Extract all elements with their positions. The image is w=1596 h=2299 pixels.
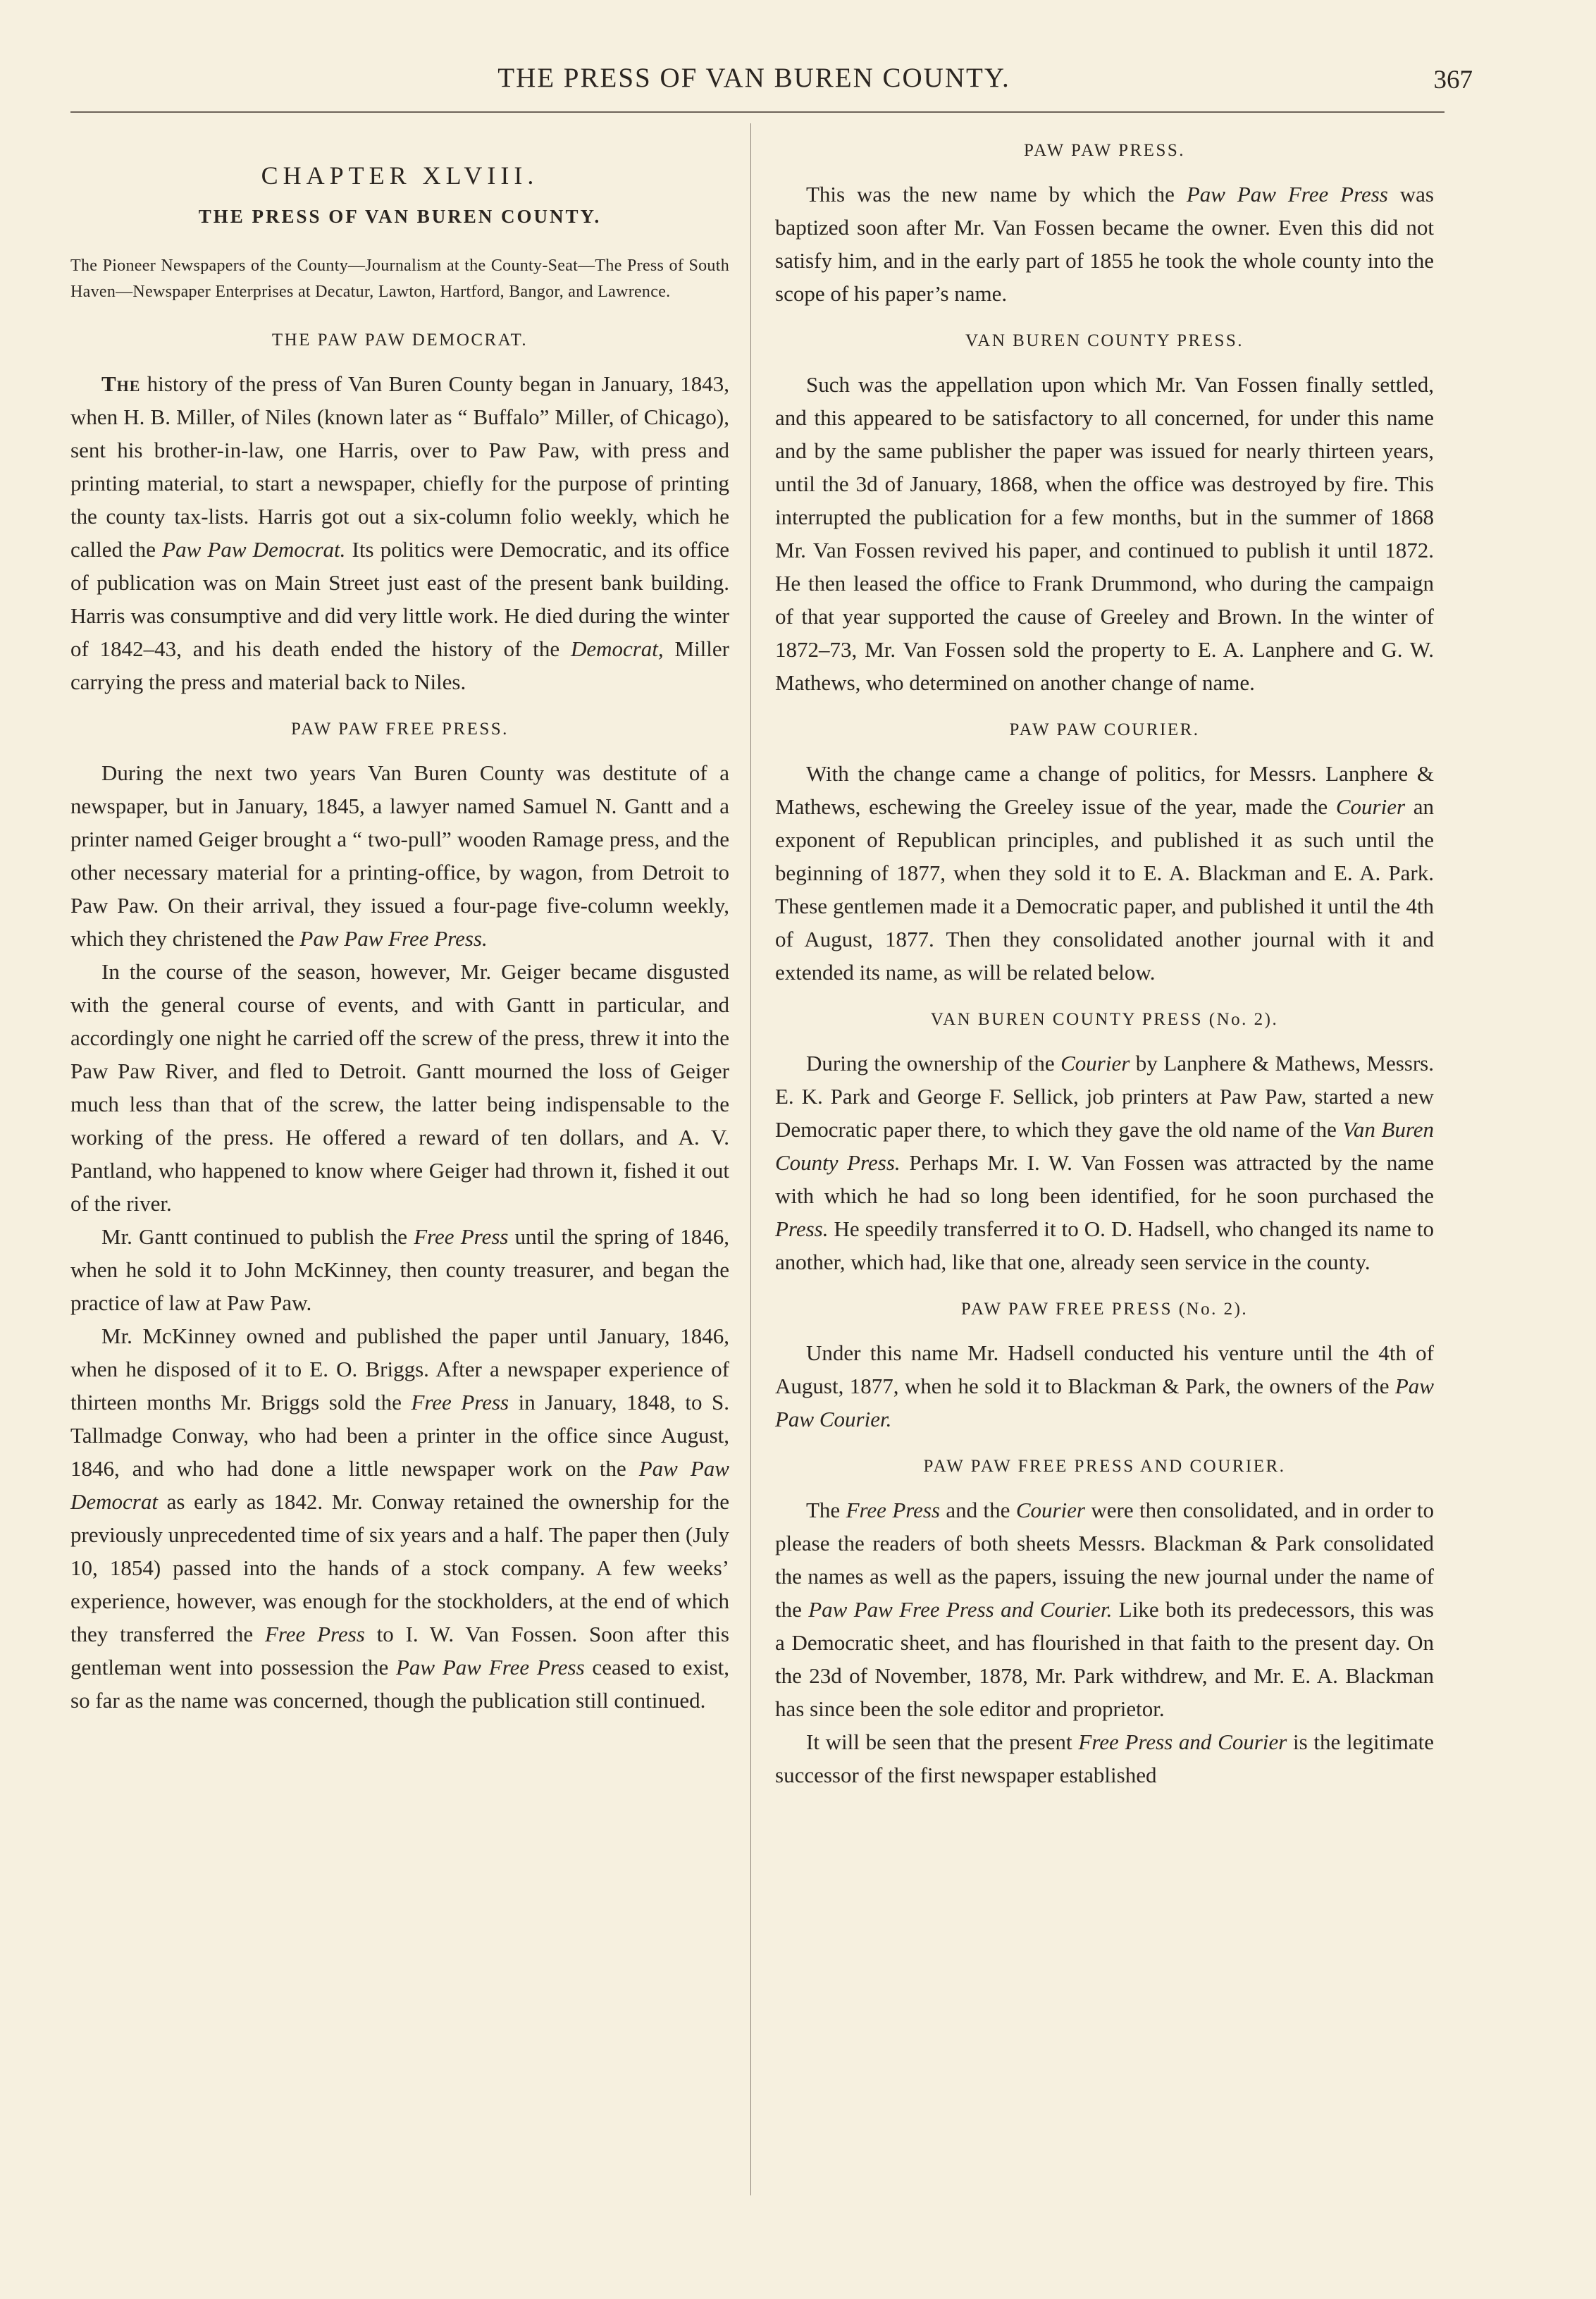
text-run: Perhaps Mr. I. W. Van Fossen was attracted by the name with which he had so long been identified, for he soon purchased the [775, 1150, 1434, 1208]
section-heading-paw-paw-courier: PAW PAW COURIER. [1009, 720, 1200, 739]
italic-title: Paw Paw Free Press [395, 1655, 585, 1679]
italic-title: Free Press [411, 1390, 509, 1414]
paragraph [775, 757, 1434, 989]
italic-title: Paw Paw Democrat [70, 1456, 729, 1514]
text-run: This was the new name by which the [806, 182, 1187, 207]
paragraph [775, 1493, 1434, 1725]
italic-title: Courier [1060, 1051, 1130, 1075]
column-divider [750, 123, 751, 2195]
header-rule [70, 111, 1445, 113]
paragraph [775, 1725, 1434, 1792]
paragraph [775, 178, 1434, 310]
section-heading-paw-paw-free-press: PAW PAW FREE PRESS. [291, 720, 509, 739]
text-run: by Lanphere & Mathews, Messrs. E. K. Park and George F. Sellick, job printers at Paw Paw, started a new Democratic paper there, to which they gave the old name of the [775, 1051, 1434, 1142]
italic-title: Free Press [414, 1224, 509, 1249]
text-run: Like both its predecessors, this was a Democratic sheet, and has flourished in that faith to the present day. On the 23d of November, 1878, Mr. Park withdrew, and Mr. E. A. Blackman has since been the sole editor and proprietor. [775, 1597, 1434, 1721]
italic-title: Democrat, [570, 636, 664, 661]
running-title: THE PRESS OF VAN BUREN COUNTY. [497, 63, 1010, 93]
page-number: 367 [1433, 66, 1473, 94]
section-heading-paw-paw-free-press-2: PAW PAW FREE PRESS (No. 2). [960, 1300, 1249, 1319]
text-run: The [806, 1498, 846, 1522]
italic-title: Free Press [264, 1622, 365, 1646]
text-run: and the [940, 1498, 1016, 1522]
section-heading-van-buren-county-press: VAN BUREN COUNTY PRESS. [965, 331, 1244, 350]
text-run: With the change came a change of politics, for Messrs. Lanphere & Mathews, eschewing the Greeley issue of the year, made the [775, 761, 1434, 819]
italic-title: Paw Paw Free Press [1186, 182, 1388, 207]
text-run: He speedily transferred it to O. D. Hadsell, who changed its name to another, which had, like that one, already seen service in the county. [775, 1216, 1434, 1274]
paragraph [70, 756, 729, 955]
section-heading-paw-paw-press: PAW PAW PRESS. [1023, 141, 1186, 160]
text-run: until the spring of 1846, when he sold it to John McKinney, then county treasurer, and began the practice of law at Paw Paw. [70, 1224, 729, 1315]
text-run: was baptized soon after Mr. Van Fossen became the owner. Even this did not satisfy him, and in the early part of 1855 he took the whole county into the scope of his paper’s name. [775, 182, 1434, 306]
chapter-synopsis: The Pioneer Newspapers of the County—Journalism at the County-Seat—The Press of South Haven—Newspaper Enterprises at Decatur, Lawton, Hartford, Bangor, and Lawrence. [70, 257, 729, 301]
left-column [70, 148, 729, 1717]
paragraph [775, 1047, 1434, 1278]
text-run: an exponent of Republican principles, and published it as such until the beginning of 1877, when they sold it to E. A. Blackman and E. A. Park. These gentlemen made it a Democratic paper, and published it until the 4th of August, 1877. Then they consolidated another journal with it and extended its name, as will be related below. [775, 794, 1434, 985]
text-run: During the ownership of the [806, 1051, 1061, 1075]
text-run: were then consolidated, and in order to please the readers of both sheets Messrs. Blackman & Park consolidated the names as well as the papers, issuing the new journal under the name of the [775, 1498, 1435, 1622]
paragraph [70, 367, 729, 698]
chapter-title: THE PRESS OF VAN BUREN COUNTY. [198, 206, 602, 227]
italic-title: Paw Paw Free Press and Courier. [808, 1597, 1113, 1622]
italic-title: Press. [775, 1216, 829, 1241]
italic-title: Van Buren County Press. [775, 1117, 1434, 1175]
paragraph: In the course of the season, however, Mr. Geiger became disgusted with the general course of events, and with Gantt in particular, and accordingly one night he carried off the screw of the press, threw it into the Paw Paw River, and fled to Detroit. Gantt mourned the loss of Geiger much less than that of the screw, the latter being indispensable to the working of the press. He offered a reward of ten dollars, and A. V. Pantland, who happened to know where Geiger had thrown it, fished it out of the river. [70, 959, 729, 1216]
text-run: During the next two years Van Buren County was destitute of a newspaper, but in January, 1845, a lawyer named Samuel N. Gantt and a printer named Geiger brought a “ two-pull” wooden Ramage press, and the other necessary material for a printing-office, by wagon, from Detroit to Paw Paw. On their arrival, they issued a four-page five-column weekly, which they christened the [70, 760, 729, 951]
text-run: Miller carrying the press and material back to Niles. [70, 636, 729, 694]
text-run: Under this name Mr. Hadsell conducted his venture until the 4th of August, 1877, when he sold it to Blackman & Park, the owners of the [775, 1340, 1434, 1398]
text-run: in January, 1848, to S. Tallmadge Conway, who had been a printer in the office since August, 1846, and who had done a little newspaper work on the [70, 1390, 730, 1481]
lead-word: The [101, 371, 141, 396]
text-run: Its politics were Democratic, and its office of publication was on Main Street just east of the present bank building. Harris was consumptive and did very little work. He died during the winter of 1842–43, and his death ended the history of the [70, 537, 729, 661]
italic-title: Paw Paw Free Press. [299, 926, 488, 951]
text-run: Mr. Gantt continued to publish the [101, 1224, 414, 1249]
paragraph [70, 1319, 729, 1717]
paragraph [775, 1336, 1434, 1436]
text-run: ceased to exist, so far as the name was concerned, though the publication still continued. [70, 1655, 729, 1713]
text-run: is the legitimate successor of the first newspaper established [775, 1730, 1434, 1787]
chapter-number: CHAPTER XLVIII. [261, 161, 539, 190]
italic-title: Paw Paw Courier. [775, 1374, 1434, 1431]
section-heading-free-press-and-courier: PAW PAW FREE PRESS AND COURIER. [923, 1457, 1286, 1476]
paragraph: Such was the appellation upon which Mr. Van Fossen finally settled, and this appeared to be satisfactory to all concerned, for under this name and by the same publisher the paper was issued for nearly thirteen years, until the 3d of January, 1868, when the office was destroyed by fire. This interrupted the publication for a few months, but in the summer of 1868 Mr. Van Fossen revived his paper, and continued to publish it until 1872. He then leased the office to Frank Drummond, who during the campaign of that year supported the cause of Greeley and Brown. In the winter of 1872–73, Mr. Van Fossen sold the property to E. A. Lanphere and G. W. Mathews, who determined on another change of name. [775, 372, 1434, 695]
text-run: to I. W. Van Fossen. Soon after this gentleman went into possession the [70, 1622, 729, 1679]
text-run: It will be seen that the present [806, 1730, 1079, 1754]
text-run: Mr. McKinney owned and published the paper until January, 1846, when he disposed of it to E. O. Briggs. After a newspaper experience of thirteen months Mr. Briggs sold the [70, 1324, 729, 1414]
italic-title: Free Press [846, 1498, 941, 1522]
italic-title: Courier [1015, 1498, 1085, 1522]
text-run: as early as 1842. Mr. Conway retained the ownership for the previously unprecedented time of six years and a half. The paper then (July 10, 1854) passed into the hands of a stock company. A few weeks’ experience, however, was enough for the stockholders, at the end of which they transferred the [70, 1489, 729, 1646]
right-column [775, 141, 1434, 1792]
paragraph [70, 1220, 729, 1319]
running-head [70, 62, 1473, 104]
italic-title: Free Press and Courier [1078, 1730, 1287, 1754]
italic-title: Courier [1335, 794, 1406, 819]
italic-title: Paw Paw Democrat. [162, 537, 346, 562]
section-heading-paw-paw-democrat: THE PAW PAW DEMOCRAT. [271, 331, 528, 350]
section-heading-van-buren-county-press-2: VAN BUREN COUNTY PRESS (No. 2). [930, 1010, 1279, 1029]
text-run: history of the press of Van Buren County began in January, 1843, when H. B. Miller, of Niles (known later as “ Buffalo” Miller, of Chicago), sent his brother-in-law, one Harris, over to Paw Paw, with press and printing material, to start a newspaper, chiefly for the purpose of printing the county tax-lists. Harris got out a six-column folio weekly, which he called the [70, 371, 729, 562]
